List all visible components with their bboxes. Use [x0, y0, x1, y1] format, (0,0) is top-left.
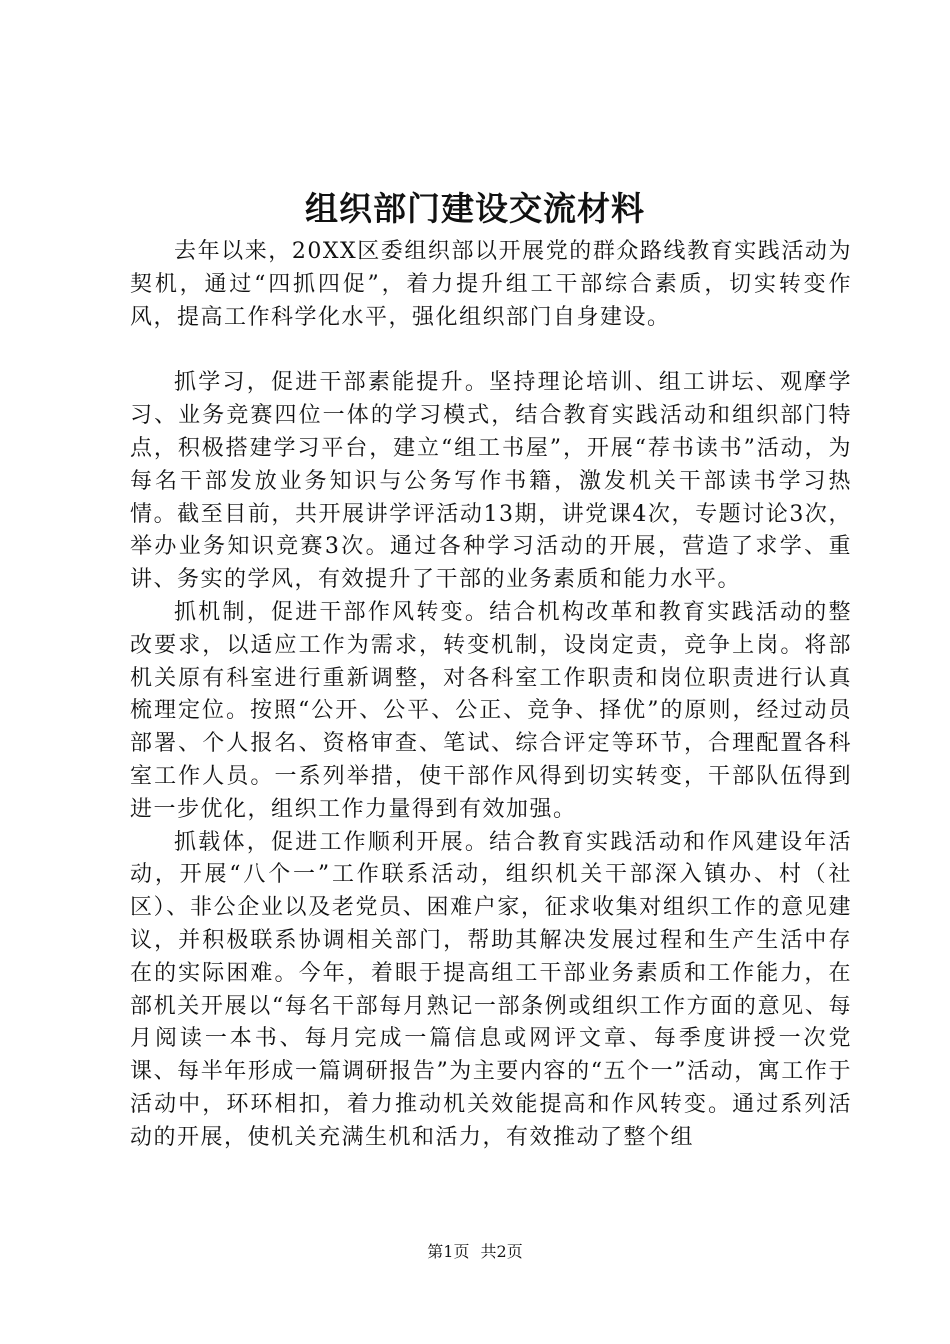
- paragraph-intro: 去年以来，20XX区委组织部以开展党的群众路线教育实践活动为契机，通过“四抓四促”，着力提升组工干部综合素质，切实转变作风，提高工作科学化水平，强化组织部门自身建设。: [130, 239, 852, 330]
- page-number-total: 共2页: [480, 1242, 523, 1261]
- page-number-current: 第1页: [427, 1242, 470, 1261]
- document-title: 组织部门建设交流材料: [305, 189, 645, 228]
- document-body: [130, 236, 852, 1155]
- page-footer: [0, 1240, 950, 1264]
- paragraph-study: 抓学习，促进干部素能提升。坚持理论培训、组工讲坛、观摩学习、业务竞赛四位一体的学习模式，结合教育实践活动和组织部门特点，积极搭建学习平台，建立“组工书屋”，开展“荐书读书”活动，为每名干部发放业务知识与公务写作书籍，激发机关干部读书学习热情。截至目前，共开展讲学评活动13期，讲党课4次，专题讨论3次，举办业务知识竞赛3次。通过各种学习活动的开展，营造了求学、重讲、务实的学风，有效提升了干部的业务素质和能力水平。: [130, 370, 852, 593]
- paragraph-mechanism: 抓机制，促进干部作风转变。结合机构改革和教育实践活动的整改要求，以适应工作为需求，转变机制，设岗定责，竞争上岗。将部机关原有科室进行重新调整，对各科室工作职责和岗位职责进行认真梳理定位。按照“公开、公平、公正、竞争、择优”的原则，经过动员部署、个人报名、资格审查、笔试、综合评定等环节，合理配置各科室工作人员。一系列举措，使干部作风得到切实转变，干部队伍得到进一步优化，组织工作力量得到有效加强。: [130, 599, 852, 822]
- paragraph-carrier: 抓载体，促进工作顺利开展。结合教育实践活动和作风建设年活动，开展“八个一”工作联系活动，组织机关干部深入镇办、村（社区）、非公企业以及老党员、困难户家，征求收集对组织工作的意见建议，并积极联系协调相关部门，帮助其解决发展过程和生产生活中存在的实际困难。今年，着眼于提高组工干部业务素质和工作能力，在部机关开展以“每名干部每月熟记一部条例或组织工作方面的意见、每月阅读一本书、每月完成一篇信息或网评文章、每季度讲授一次党课、每半年形成一篇调研报告”为主要内容的“五个一”活动，寓工作于活动中，环环相扣，着力推动机关效能提高和作风转变。通过系列活动的开展，使机关充满生机和活力，有效推动了整个组: [130, 829, 852, 1150]
- paragraph-spacer: [130, 334, 852, 367]
